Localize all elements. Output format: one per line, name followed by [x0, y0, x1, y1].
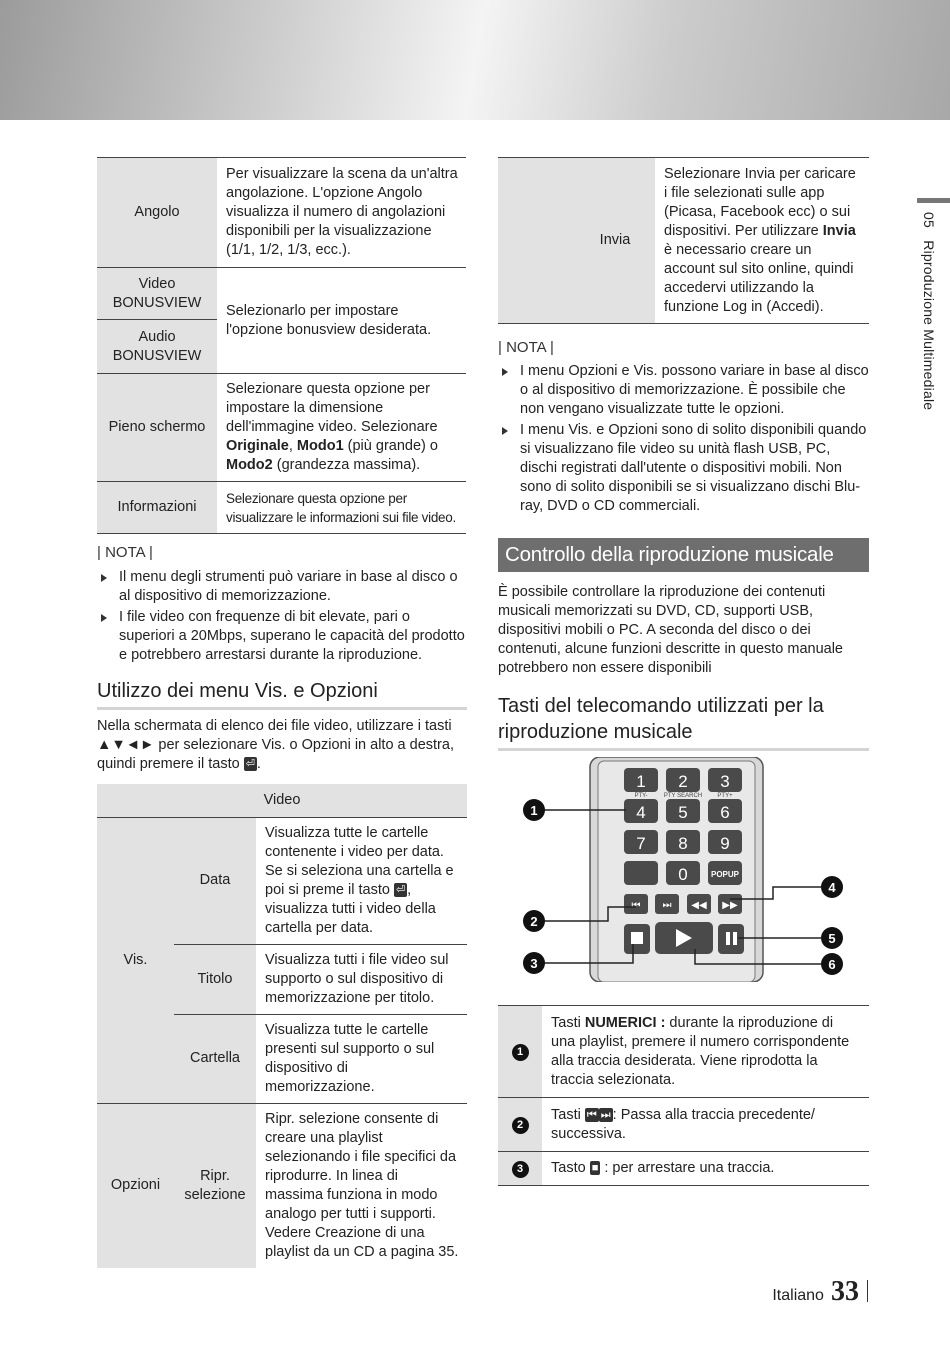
nota-right-title: | NOTA |	[498, 339, 554, 356]
prev-track-icon: ⏮	[631, 900, 641, 911]
row-desc-bonusview: Selezionarlo per impostare l'opzione bonusview desiderata.	[217, 268, 466, 374]
stop-icon: ■	[591, 1162, 599, 1175]
keys-table	[498, 1005, 869, 1186]
key-9: 9	[720, 834, 730, 853]
key-5: 5	[678, 803, 688, 822]
side-tab-text: Riproduzione Multimediale	[921, 240, 937, 411]
nota-left-item: Il menu degli strumenti può variare in base al disco o al dispositivo di memorizzazione.	[97, 568, 469, 606]
music-intro: È possibile controllare la riproduzione dei contenuti musicali memorizzati su DVD, CD, supporti USB, dispositivi mobili o PC. A seconda del disco o dei contenuti, alcune funzioni descritte in questo manuale potrebbero non essere disponibili	[498, 584, 843, 676]
pty-minus-label: PTY-	[634, 793, 648, 799]
vis-label: Vis.	[97, 817, 174, 1103]
vis-intro: Nella schermata di elenco dei file video, utilizzare i tasti ▲▼◄► per selezionare Vis. o Opzioni in alto a destra, quindi premere il tasto ⏎ .	[97, 718, 454, 772]
row-label-ripr-selezione: Ripr. selezione	[174, 1103, 256, 1268]
key-number-badge: 2	[512, 1117, 529, 1134]
footer-language: Italiano	[772, 1287, 824, 1304]
row-desc-ripr-selezione: Ripr. selezione consente di creare una playlist selezionando i file specifici da riprodurre. In linea di massima funziona in modo analogo per tutti i supporti. Vedere Creazione di una playlist da un CD a pagina 35.	[265, 1110, 459, 1260]
row-label-informazioni: Informazioni	[97, 482, 217, 534]
pause-icon	[726, 932, 730, 945]
key-3: 3	[720, 772, 730, 791]
key-desc-stop: Tasto ■ : per arrestare una traccia.	[551, 1160, 775, 1176]
key-8: 8	[678, 834, 688, 853]
nota-right-item: I menu Vis. e Opzioni sono di solito disponibili quando si visualizzano file video su unità flash USB, PC, dischi registrati dall'utente o dispositivi mobili. Non sono di solito disponibili se si visualizzano dischi Blu-ray, DVD o CD commerciali.	[498, 421, 870, 516]
side-tab-bar	[917, 198, 950, 203]
row-desc-data: Visualizza tutte le cartelle contenente i video per data. Se si seleziona una cartella e poi si preme il tasto ⏎ , visualizza tutti i video della cartella per data.	[256, 817, 467, 944]
invia-table	[498, 157, 869, 324]
row-label-cartella: Cartella	[174, 1014, 256, 1103]
invia-label: Invia	[575, 158, 655, 324]
invia-blank-cell	[498, 158, 575, 324]
video-table-header: Video	[97, 784, 467, 817]
prev-track-icon: ⏮	[586, 1108, 597, 1121]
side-tab	[919, 212, 938, 410]
enter-icon: ⏎	[245, 758, 255, 771]
vis-heading: Utilizzo dei menu Vis. e Opzioni	[97, 678, 467, 710]
nota-left	[97, 543, 469, 667]
row-desc-titolo: Visualizza tutti i file video sul supporto o sul dispositivo di memorizzazione per titolo.	[256, 944, 467, 1014]
row-label-titolo: Titolo	[174, 944, 256, 1014]
fast-forward-icon: ▶▶	[722, 900, 738, 911]
row-label-audio-bonusview: Audio BONUSVIEW	[97, 320, 217, 374]
footer-divider	[867, 1280, 868, 1302]
key-number-badge: 1	[512, 1044, 529, 1061]
page-number: 33	[830, 1276, 859, 1307]
row-desc-angolo: Per visualizzare la scena da un'altra angolazione. L'opzione Angolo visualizza il numero di angolazioni disponibili per la visualizzazione (1/1, 1/2, 1/3, ecc.).	[217, 158, 466, 268]
nota-right	[498, 338, 870, 518]
row-label-data: Data	[174, 817, 256, 944]
callout-4: 4	[828, 880, 836, 895]
callout-1: 1	[530, 803, 538, 818]
callout-6: 6	[828, 957, 836, 972]
nota-left-title: | NOTA |	[97, 544, 153, 561]
popup-key-label: POPUP	[710, 870, 740, 879]
music-banner: Controllo della riproduzione musicale	[498, 538, 869, 572]
row-desc-pieno-schermo: Selezionare questa opzione per impostare la dimensione dell'immagine video. Selezionare Originale, Modo1 (più grande) o Modo2 (grandezza massima).	[217, 374, 466, 482]
next-track-icon: ⏭	[662, 900, 672, 911]
nota-left-item: I file video con frequenze di bit elevate, pari o superiori a 20Mbps, superano le capacità del prodotto e potrebbero arrestarsi durante la riproduzione.	[97, 608, 469, 665]
key-number-badge: 3	[512, 1161, 529, 1178]
callout-2: 2	[530, 914, 538, 929]
callout-3: 3	[530, 956, 538, 971]
row-label-angolo: Angolo	[97, 158, 217, 268]
header-band	[0, 0, 950, 120]
next-track-icon: ⏭	[600, 1108, 611, 1121]
row-label-pieno-schermo: Pieno schermo	[97, 374, 217, 482]
row-desc-cartella: Visualizza tutte le cartelle presenti sul supporto o sul dispositivo di memorizzazione.	[256, 1014, 467, 1103]
stop-icon	[631, 932, 643, 944]
key-1: 1	[636, 772, 646, 791]
key-desc-skip: Tasti ⏮ ⏭ : Passa alla traccia precedente/ successiva.	[542, 1098, 869, 1152]
music-subheading: Tasti del telecomando utilizzati per la riproduzione musicale	[498, 693, 869, 751]
row-label-video-bonusview: Video BONUSVIEW	[97, 268, 217, 320]
remote-illustration	[498, 757, 869, 982]
invia-desc: Selezionare Invia per caricare i file selezionati sulle app (Picasa, Facebook ecc) o sui dispositivi. Per utilizzare Invia è necessario creare un account sul sito online, quindi accedervi utilizzando la funzione Log in (Accedi).	[664, 165, 856, 315]
pty-plus-label: PTY+	[717, 793, 733, 799]
callout-5: 5	[828, 931, 836, 946]
key-2: 2	[678, 772, 688, 791]
opzioni-label: Opzioni	[97, 1103, 174, 1268]
row-desc-informazioni: Selezionare questa opzione per visualizzare le informazioni sui file video.	[226, 490, 456, 525]
key-4: 4	[636, 803, 646, 822]
key-6: 6	[720, 803, 730, 822]
key-desc-numerici: Tasti NUMERICI : durante la riproduzione di una playlist, premere il numero corrispondente alla traccia desiderata. Viene riprodotta la traccia selezionata.	[542, 1006, 869, 1098]
rewind-icon: ◀◀	[691, 900, 707, 911]
side-tab-number: 05	[921, 212, 937, 228]
key-7: 7	[636, 834, 646, 853]
options-table	[97, 157, 466, 534]
footer	[772, 1276, 868, 1307]
pty-search-label: PTY SEARCH	[663, 793, 703, 799]
enter-icon: ⏎	[395, 883, 406, 896]
nota-right-item: I menu Opzioni e Vis. possono variare in base al disco o al dispositivo di memorizzazione. È possibile che non vengano visualizzate tutte le opzioni.	[498, 362, 870, 419]
video-table	[97, 784, 467, 1268]
vis-section	[97, 678, 467, 774]
key-0: 0	[678, 865, 688, 884]
